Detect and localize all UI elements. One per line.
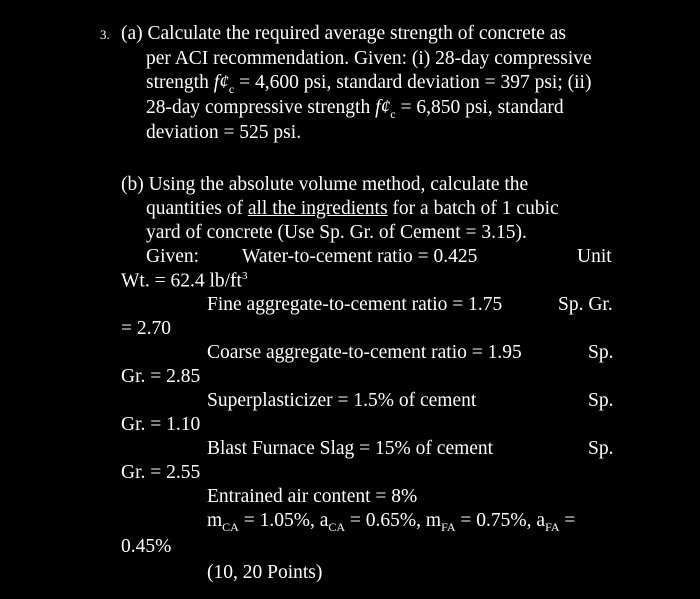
part-b-line-2-pre: quantities of bbox=[146, 198, 248, 219]
coarse-gr-value: Gr. = 2.85 bbox=[121, 366, 201, 387]
unit-weight-text: Wt. = 62.4 lb/ft bbox=[121, 270, 242, 292]
problem-number: 3. bbox=[100, 27, 110, 42]
fine-aggregate-ratio: Fine aggregate-to-cement ratio = 1.75 bbox=[207, 294, 503, 315]
fine-spgr-value: = 2.70 bbox=[121, 318, 171, 339]
part-b-line-1: (b) Using the absolute volume method, calculate the bbox=[121, 174, 529, 195]
superplasticizer: Superplasticizer = 1.5% of cement bbox=[207, 390, 477, 411]
fc-subscript: c bbox=[228, 82, 235, 96]
part-a-line-2: per ACI recommendation. Given: (i) 28-day compressive bbox=[146, 48, 592, 69]
a-fa-symbol: a bbox=[536, 510, 546, 531]
coarse-sp-label: Sp. bbox=[588, 342, 614, 363]
slag-gr-value: Gr. = 2.55 bbox=[121, 462, 201, 483]
a-fa-equals: = bbox=[559, 510, 576, 531]
m-ca-symbol: m bbox=[207, 510, 223, 531]
super-gr-value: Gr. = 1.10 bbox=[121, 414, 201, 435]
fine-spgr-label: Sp. Gr. bbox=[558, 294, 613, 315]
super-sp-label: Sp. bbox=[588, 390, 614, 411]
part-b-line-2 bbox=[146, 199, 559, 219]
fc-subscript-2: c bbox=[390, 107, 396, 121]
m-fa-subscript: FA bbox=[441, 520, 456, 534]
a-ca-symbol: a bbox=[319, 510, 329, 531]
part-b-line-2-post: for a batch of 1 cubic bbox=[387, 198, 559, 219]
entrained-air: Entrained air content = 8% bbox=[207, 486, 418, 507]
given-label: Given: bbox=[146, 246, 200, 267]
part-a-line-4-pre: 28-day compressive strength bbox=[146, 97, 376, 118]
a-fa-value: 0.45% bbox=[121, 536, 172, 557]
blast-furnace-slag: Blast Furnace Slag = 15% of cement bbox=[207, 438, 494, 459]
part-a-line-4-post: = 6,850 psi, standard bbox=[395, 97, 564, 118]
unit-label: Unit bbox=[577, 246, 612, 267]
moisture-absorption-line bbox=[207, 510, 576, 534]
a-ca-value: = 0.65%, bbox=[345, 510, 426, 531]
m-ca-value: = 1.05%, bbox=[238, 510, 320, 531]
m-fa-symbol: m bbox=[425, 510, 442, 531]
m-fa-value: = 0.75%, bbox=[455, 510, 537, 531]
part-a-line-4 bbox=[146, 97, 564, 121]
all-ingredients-underlined: all the ingredients bbox=[247, 198, 388, 219]
wc-ratio: Water-to-cement ratio = 0.425 bbox=[242, 246, 478, 267]
part-a-line-3-post: = 4,600 psi, standard deviation = 397 psi; (ii) bbox=[234, 72, 592, 93]
part-a-line-3 bbox=[146, 72, 592, 96]
unit-weight-exponent: 3 bbox=[241, 270, 248, 282]
slag-sp-label: Sp. bbox=[588, 438, 614, 459]
points: (10, 20 Points) bbox=[207, 562, 323, 583]
part-b-line-3: yard of concrete (Use Sp. Gr. of Cement = 3.15). bbox=[146, 222, 527, 243]
fc-symbol: f¢ bbox=[213, 72, 229, 93]
part-a-line-5: deviation = 525 psi. bbox=[146, 122, 302, 143]
coarse-aggregate-ratio: Coarse aggregate-to-cement ratio = 1.95 bbox=[207, 342, 522, 363]
part-a-line-1: (a) Calculate the required average strength of concrete as bbox=[121, 23, 567, 44]
fc-symbol-2: f¢ bbox=[375, 97, 391, 118]
a-fa-subscript: FA bbox=[545, 520, 560, 534]
a-ca-subscript: CA bbox=[328, 520, 346, 534]
unit-weight bbox=[121, 271, 247, 291]
part-a-line-3-pre: strength bbox=[146, 72, 214, 93]
m-ca-subscript: CA bbox=[222, 520, 239, 534]
